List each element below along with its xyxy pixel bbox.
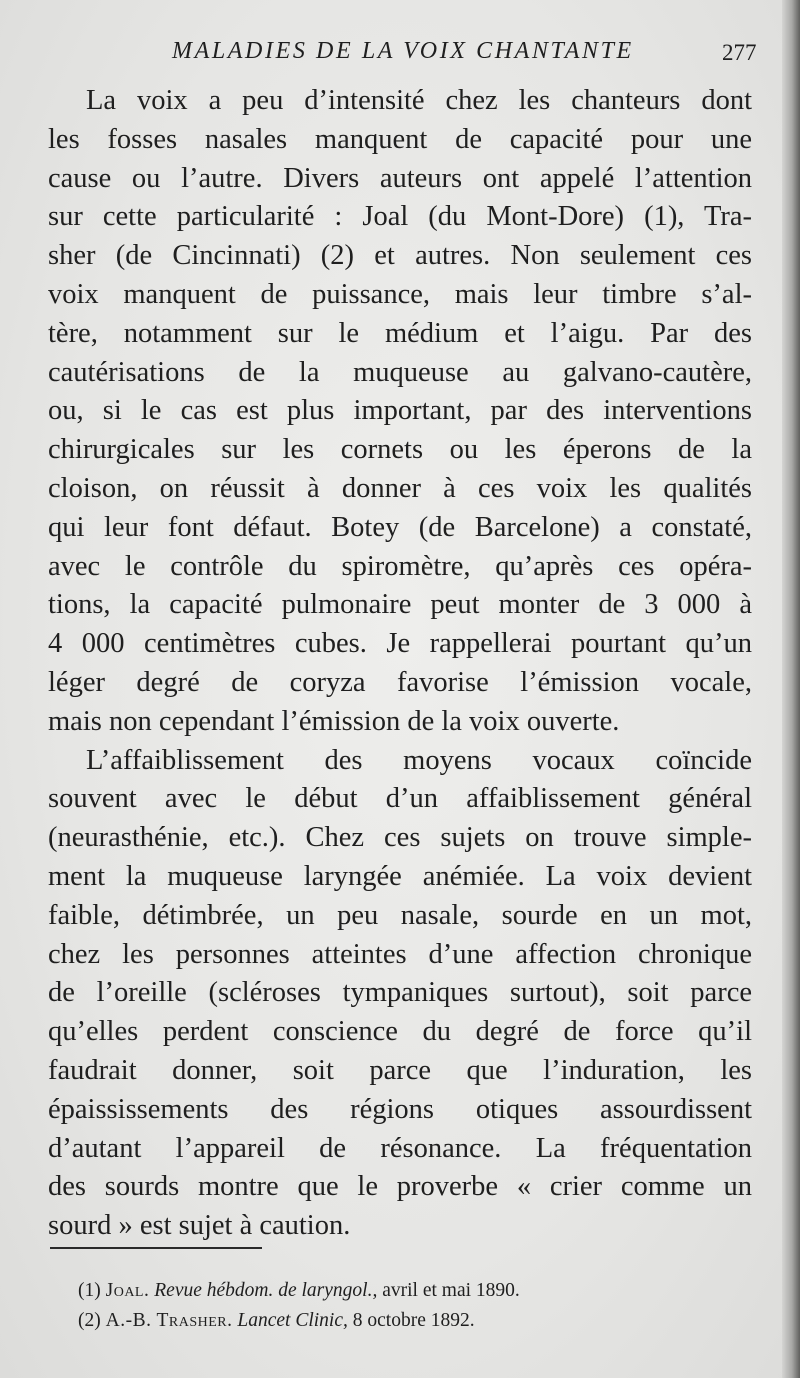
text-line: souvent avec le début d’un affaiblissement général <box>48 783 752 815</box>
text-line: (neurasthénie, etc.). Chez ces sujets on trouve simple- <box>48 822 752 854</box>
text-line: 4 000 centimètres cubes. Je rappellerai pourtant qu’un <box>48 628 752 660</box>
text-line: les fosses nasales manquent de capacité pour une <box>48 123 752 155</box>
footnote-number: (1) <box>78 1280 101 1301</box>
text-line: cause ou l’autre. Divers auteurs ont appelé l’attention <box>48 162 752 194</box>
text-line: cautérisations de la muqueuse au galvano-cautère, <box>48 356 752 388</box>
text-line: avec le contrôle du spiromètre, qu’après ces opéra- <box>48 550 752 582</box>
text-line: chez les personnes atteintes d’une affection chronique <box>48 938 752 970</box>
text-line: faible, détimbrée, un peu nasale, sourde en un mot, <box>48 899 752 931</box>
text-line: qu’elles perdent conscience du degré de force qu’il <box>48 1016 752 1048</box>
text-line: faudrait donner, soit parce que l’induration, les <box>48 1054 752 1086</box>
footnote-number: (2) <box>78 1310 101 1331</box>
text-line: de l’oreille (scléroses tympaniques surtout), soit parce <box>48 977 752 1009</box>
footnote-source: Revue hébdom. de laryngol., <box>154 1280 378 1301</box>
paragraph-2 <box>48 742 752 1246</box>
footnote-2 <box>78 1306 728 1336</box>
text-line: ou, si le cas est plus important, par des interventions <box>48 395 752 427</box>
text-line: des sourds montre que le proverbe « crier comme un <box>48 1171 752 1203</box>
footnote-details: avril et mai 1890. <box>382 1280 520 1301</box>
page-edge-shadow <box>782 0 800 1378</box>
footnote-details: 8 octobre 1892. <box>352 1310 475 1331</box>
footnote-divider <box>50 1247 262 1249</box>
text-line: mais non cependant l’émission de la voix ouverte. <box>48 705 620 737</box>
footnote-author: A.-B. Trasher. <box>105 1310 233 1331</box>
text-line: chirurgicales sur les cornets ou les éperons de la <box>48 434 752 466</box>
footnote-author: Joal. <box>105 1280 150 1301</box>
text-line: tère, notamment sur le médium et l’aigu. Par des <box>48 317 752 349</box>
text-line: d’autant l’appareil de résonance. La fréquentation <box>48 1132 752 1164</box>
text-line: ment la muqueuse laryngée anémiée. La voix devient <box>48 860 752 892</box>
page-header <box>0 38 800 78</box>
text-line: sher (de Cincinnati) (2) et autres. Non seulement ces <box>48 240 752 272</box>
text-line: sourd » est sujet à caution. <box>48 1210 351 1242</box>
footnotes <box>78 1276 728 1336</box>
text-line: La voix a peu d’intensité chez les chanteurs dont <box>86 85 752 116</box>
text-line: qui leur font défaut. Botey (de Barcelone) a constaté, <box>48 511 752 543</box>
paragraph-1 <box>48 82 752 742</box>
footnote-source: Lancet Clinic, <box>237 1310 348 1331</box>
text-line: sur cette particularité : Joal (du Mont-Dore) (1), Tra- <box>48 201 752 233</box>
text-line: épaississements des régions otiques assourdissent <box>48 1093 752 1125</box>
footnote-1 <box>78 1276 728 1306</box>
text-line: L’affaiblissement des moyens vocaux coïncide <box>86 744 752 776</box>
body-text <box>48 82 752 1246</box>
text-line: cloison, on réussit à donner à ces voix les qualités <box>48 472 752 504</box>
page-number: 277 <box>722 40 757 65</box>
text-line: léger degré de coryza favorise l’émission vocale, <box>48 666 752 698</box>
text-line: tions, la capacité pulmonaire peut monter de 3 000 à <box>48 589 752 621</box>
running-title: MALADIES DE LA VOIX CHANTANTE <box>172 38 634 64</box>
text-line: voix manquent de puissance, mais leur timbre s’al- <box>48 278 752 310</box>
